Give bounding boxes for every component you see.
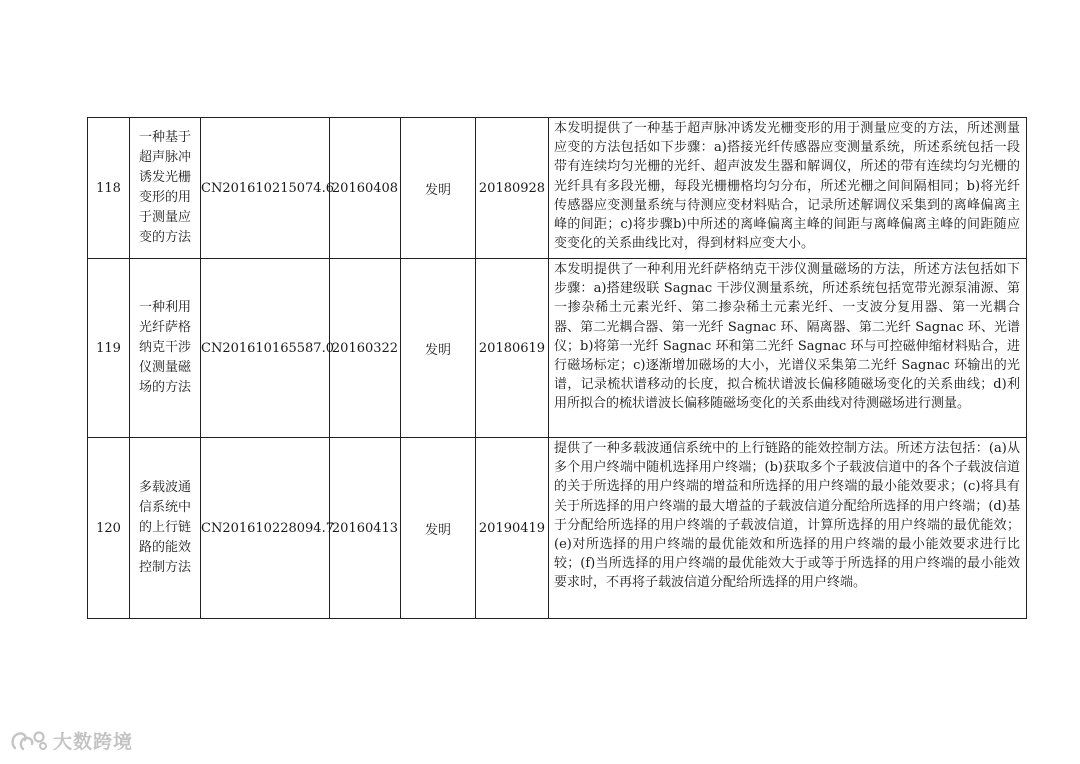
filing-date: 20160408	[330, 118, 401, 259]
patent-name-line: 超声脉冲	[138, 150, 191, 165]
patent-name	[130, 118, 201, 259]
patent-name-line: 光纤萨格	[138, 320, 191, 335]
patent-name-line: 诱发光栅	[138, 170, 191, 185]
patent-name-line: 一种利用	[138, 300, 191, 315]
table-row	[88, 118, 1027, 259]
patent-abstract: 本发明提供了一种利用光纤萨格纳克干涉仪测量磁场的方法，所述方法包括如下步骤：a)搭建级联 Sagnac 干涉仪测量系统，所述系统包括宽带光源泵浦源、第一掺杂稀土元素光纤、第二掺杂稀土元素光纤、一支波分复用器、第一光耦合器、第二光耦合器、第一光纤 Sagnac 环、隔离器、第二光纤 Sagnac 环、光谱仪；b)将第一光纤 Sagnac 环和第二光纤 Sagnac 环与可控磁伸缩材料贴合，进行磁场标定；c)逐渐增加磁场的大小，光谱仪采集第二光纤 Sagnac 环输出的光谱，记录梳状谱移动的长度，拟合梳状谱波长偏移随磁场变化的关系曲线；d)利用所拟合的梳状谱波长偏移随磁场变化的关系曲线对待测磁场进行测量。	[549, 259, 1027, 438]
application-number: CN201610228094.7	[201, 438, 330, 619]
patent-abstract: 本发明提供了一种基于超声脉冲诱发光栅变形的用于测量应变的方法，所述测量应变的方法包括如下步骤：a)搭接光纤传感器应变测量系统，所述系统包括一段带有连续均匀光栅的光纤、超声波发生器和解调仪，所述的带有连续均匀光栅的光纤具有多段光栅，每段光栅栅格均匀分布，所述光栅之间间隔相同；b)将光纤传感器应变测量系统与待测应变材料贴合，记录所述解调仪采集到的离峰偏离主峰的间距；c)将步骤b)中所述的离峰偏离主峰的间距与离峰偏离主峰的间距随应变变化的关系曲线比对，得到材料应变大小。	[549, 118, 1027, 259]
watermark	[9, 727, 133, 754]
patent-name-line: 路的能效	[138, 540, 191, 555]
patent-type: 发明	[401, 259, 476, 438]
patent-name	[130, 438, 201, 619]
filing-date: 20160413	[330, 438, 401, 619]
patent-name-line: 一种基于	[138, 130, 191, 145]
patent-name	[130, 259, 201, 438]
patent-name-line: 的上行链	[138, 520, 191, 535]
table-row	[88, 438, 1027, 619]
patent-name-line: 于测量应	[138, 210, 191, 225]
row-number: 119	[88, 259, 130, 438]
row-number: 120	[88, 438, 130, 619]
application-number: CN201610215074.6	[201, 118, 330, 259]
patent-name-line: 控制方法	[138, 560, 191, 575]
patent-name-line: 多载波通	[138, 480, 191, 495]
application-number: CN201610165587.0	[201, 259, 330, 438]
patent-name-line: 信系统中	[138, 500, 191, 515]
patent-abstract: 提供了一种多载波通信系统中的上行链路的能效控制方法。所述方法包括：(a)从多个用户终端中随机选择用户终端；(b)获取多个子载波信道中的各个子载波信道的关于所选择的用户终端的增益和所选择的用户终端的最小能效要求；(c)将具有关于所选择的用户终端的最大增益的子载波信道分配给所选择的用户终端；(d)基于分配给所选择的用户终端的子载波信道，计算所选择的用户终端的最优能效；(e)对所选择的用户终端的最优能效和所选择的用户终端的最小能效要求进行比较；(f)当所选择的用户终端的最优能效大于或等于所选择的用户终端的最小能效要求时，不再将子载波信道分配给所选择的用户终端。	[549, 438, 1027, 619]
patent-type: 发明	[401, 118, 476, 259]
patent-name-line: 变形的用	[138, 190, 191, 205]
brand-logo-icon	[9, 728, 49, 754]
publication-date: 20190419	[476, 438, 549, 619]
row-number: 118	[88, 118, 130, 259]
patent-name-line: 仪测量磁	[138, 360, 191, 375]
publication-date: 20180928	[476, 118, 549, 259]
patent-name-line: 变的方法	[138, 230, 191, 245]
table-row	[88, 259, 1027, 438]
patent-name-line: 纳克干涉	[138, 340, 191, 355]
patent-name-line: 场的方法	[138, 380, 191, 395]
publication-date: 20180619	[476, 259, 549, 438]
patent-type: 发明	[401, 438, 476, 619]
patent-table	[87, 117, 1027, 619]
filing-date: 20160322	[330, 259, 401, 438]
watermark-text: 大数跨境	[53, 731, 134, 753]
